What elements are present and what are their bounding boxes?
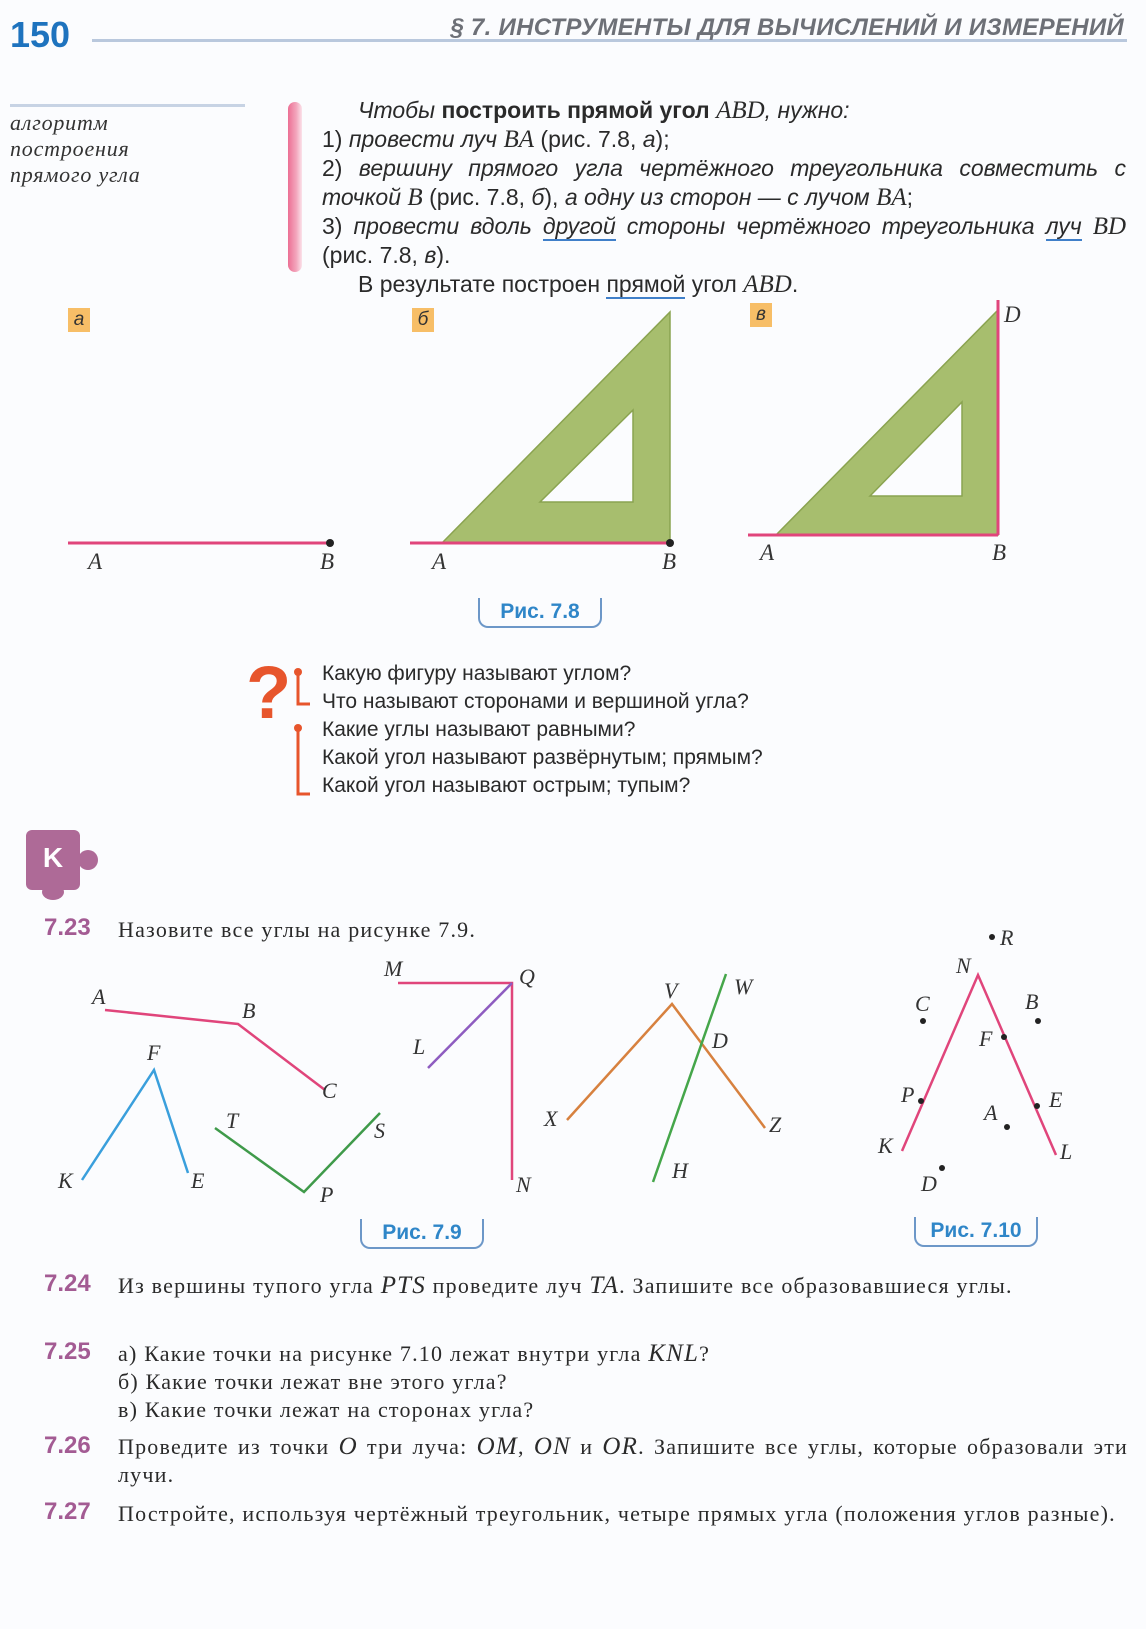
math-span: BA [876,184,907,211]
figure-7-9 [0,940,880,1240]
text-span: ; [906,184,914,210]
math-span: TA [589,1272,620,1299]
algorithm-intro [322,96,1126,125]
panel-tag-b: б [412,308,434,332]
math-span: O [338,1433,358,1460]
label-l: L [413,1034,426,1059]
point-c [920,1018,926,1024]
question-item: Какой угол называют острым; тупым? [322,774,691,797]
label-s: S [374,1118,385,1143]
label-b: B [242,998,256,1023]
text-span: и [571,1434,603,1459]
label-b: B [992,540,1007,565]
figure-7-8-caption: Рис. 7.8 [478,598,602,628]
text-span: три луча: [357,1434,477,1459]
question-item: Какую фигуру называют углом? [322,662,632,685]
text-italic: вершину прямого угла чертёжного треугольника совместить с точкой [322,155,1126,210]
margin-note [10,110,250,188]
review-questions [322,660,763,800]
label-a: A [432,549,447,574]
text-italic: б [531,184,545,210]
point-b [326,539,334,547]
label-c: C [915,991,930,1016]
section-title: § 7. ИНСТРУМЕНТЫ ДЛЯ ВЫЧИСЛЕНИЙ И ИЗМЕРЕНИЙ [450,14,1124,41]
algorithm-step-3 [322,212,1126,270]
page-number: 150 [10,14,71,55]
text-span: Проведите из точки [118,1434,339,1459]
math-span: ABD [716,97,765,124]
text-span: Чтобы [358,97,442,123]
text-underlined: другой [542,213,616,239]
angle-kfe [82,1070,188,1180]
question-mark-icon: ? [246,651,292,734]
exercise-number: 7.27 [44,1498,91,1525]
label-r: R [1000,925,1014,950]
label-f: F [979,1026,993,1051]
text-span: (рис. 7.8, [534,126,643,152]
math-span: OM [476,1433,518,1460]
figure-7-10-caption: Рис. 7.10 [914,1217,1038,1247]
label-w: W [734,974,753,999]
label-a: A [760,540,775,565]
margin-note-line: построения [10,136,130,161]
point-b [1035,1018,1041,1024]
point-p [918,1098,924,1104]
exercise-line: б) Какие точки лежат вне этого угла? [118,1369,508,1394]
text-span: (рис. 7.8, [322,242,425,268]
label-k: K [878,1133,893,1158]
text-italic: а одну из сторон — с лучом [564,184,870,210]
text-underlined: луч [1045,213,1082,239]
label-n: N [516,1172,531,1197]
exercise-text [118,1340,1128,1424]
exercise-number: 7.23 [44,914,91,941]
label-a: A [88,549,103,574]
label-d: D [712,1028,728,1053]
label-a: A [92,984,106,1009]
angle-mqn [398,983,512,1180]
text-italic: стороны чертёжного треугольника [626,213,1035,239]
text-span: ), [544,184,565,210]
exercise-line: в) Какие точки лежат на сторонах угла? [118,1397,535,1422]
text-span: , [517,1434,534,1459]
label-n: N [956,953,971,978]
algorithm-step-2 [322,154,1126,212]
text-span: Из вершины тупого угла [118,1273,381,1298]
exercise-number: 7.24 [44,1270,91,1297]
panel-tag-a: а [68,308,90,332]
label-e: E [191,1168,205,1193]
label-d: D [921,1171,937,1196]
figure-7-8 [0,290,1146,590]
set-square [442,312,670,543]
point-e [1034,1103,1040,1109]
text-span: угол [685,271,744,297]
text-bold: построить прямой угол [441,97,710,123]
exercise-text [118,1433,1128,1489]
question-item: Какие углы называют равными? [322,718,636,741]
point-d [939,1165,945,1171]
margin-note-line: алгоритм [10,110,109,135]
label-k: K [58,1168,73,1193]
margin-note-line: прямого угла [10,162,141,187]
text-span: . Запишите все образовавшиеся углы. [619,1273,1013,1298]
label-e: E [1049,1087,1063,1112]
panel-tag-c: в [750,303,772,327]
algorithm-step-1 [322,125,1126,154]
text-span: ). [436,242,451,268]
text-italic: в [424,242,437,268]
line-hw [653,974,726,1182]
point-f [1001,1034,1007,1040]
text-italic: а [642,126,656,152]
label-c: C [322,1078,337,1103]
text-span: 3) [322,213,354,239]
point-a [1004,1124,1010,1130]
math-span: PTS [380,1272,426,1299]
puzzle-tab [78,850,98,870]
exercise-paragraph [118,1433,1128,1489]
text-span: (рис. 7.8, [422,184,532,210]
exercise-number: 7.25 [44,1338,91,1365]
question-item: Какой угол называют развёрнутым; прямым? [322,746,763,769]
label-b: B [1025,989,1039,1014]
figure-7-10 [860,915,1140,1215]
text-underlined: прямой [606,271,686,297]
label-a: A [984,1100,998,1125]
label-z: Z [769,1112,782,1137]
label-f: F [147,1040,161,1065]
set-square [776,310,998,535]
text-span: а) Какие точки на рисунке 7.10 лежат внутри угла [118,1341,649,1366]
text-span: В результате построен [358,271,607,297]
text-span: . [791,271,799,297]
text-italic: провести вдоль [353,213,532,239]
label-b: B [662,549,677,574]
text-span: 1) [322,126,349,152]
label-d: D [1004,302,1021,327]
angle-abc [105,1010,325,1090]
question-item: Что называют сторонами и вершиной угла? [322,690,749,713]
label-v: V [664,978,678,1003]
point-b [666,539,674,547]
exercise-text: Постройте, используя чертёжный треугольник, четыре прямых угла (положения углов разные). [118,1501,1116,1526]
text-span: . Запишите все углы, которые образовали эти лучи. [118,1434,1128,1487]
math-span: ABD [743,271,792,298]
math-span: ON [533,1433,571,1460]
ray-ql [428,983,512,1068]
text-span: ? [699,1341,711,1366]
margin-rule [10,104,245,107]
question-brackets [290,664,320,804]
exercise-paragraph [118,1272,1128,1300]
section-badge-k: K [26,830,80,890]
label-m: M [384,956,403,981]
text-span: ); [655,126,670,152]
exercise-text: Назовите все углы на рисунке 7.9. [118,917,477,942]
text-span: проведите луч [425,1273,590,1298]
exercise-number: 7.26 [44,1432,91,1459]
angle-tps [215,1113,380,1192]
math-span: KNL [648,1340,700,1367]
label-p: P [320,1182,334,1207]
exercise-text [118,1272,1128,1300]
label-b: B [320,549,335,574]
label-x: X [544,1106,558,1131]
text-span: 2) [322,155,359,181]
text-italic: провести луч [348,126,498,152]
algorithm-bar [288,102,302,272]
angle-xvz [567,1004,765,1128]
label-p: P [901,1082,915,1107]
point-r [989,934,995,940]
label-h: H [672,1158,688,1183]
algorithm-text [322,96,1126,299]
label-t: T [226,1108,239,1133]
label-q: Q [519,964,535,989]
exercise-line [118,1340,1128,1368]
text-span: , нужно: [764,97,850,123]
math-span: BA [503,126,535,153]
math-span: BD [1092,213,1127,240]
math-span: B [407,184,423,211]
label-l: L [1060,1139,1073,1164]
figure-7-9-caption: Рис. 7.9 [360,1219,484,1249]
math-span: OR [602,1433,639,1460]
